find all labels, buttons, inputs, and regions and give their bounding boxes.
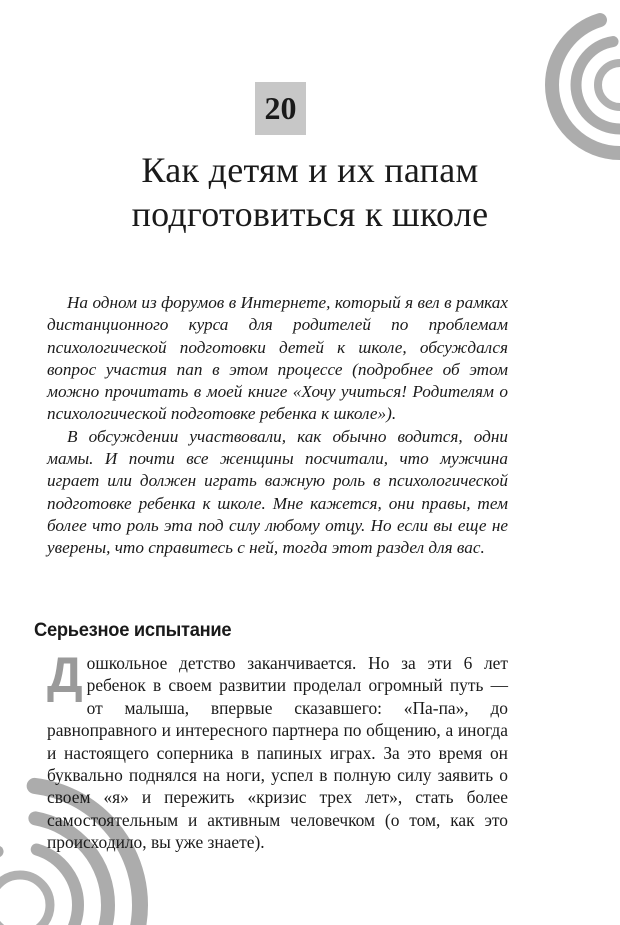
chapter-title-line-1: Как детям и их папам xyxy=(141,150,479,190)
section-heading: Серьезное испытание xyxy=(34,619,232,641)
intro-paragraph: На одном из форумов в Интернете, который я вел в рамках дистанционного курса для родителей по проблемам психологической подготовки детей к школе, обсуждался вопрос участия пап в этом процессе (подробнее об этом можно прочитать в моей книге «Хочу учиться! Родителям о психологической подготовке ребенка к школе»). xyxy=(47,293,508,424)
drop-cap: Д xyxy=(47,647,83,703)
chapter-number: 20 xyxy=(255,82,306,135)
chapter-intro xyxy=(47,292,508,560)
section-body-paragraph xyxy=(47,647,508,854)
chapter-title xyxy=(40,148,580,236)
section-body-text: ошкольное детство заканчивается. Но за эти 6 лет ребенок в своем развитии проделал огромный путь — от малыша, впервые сказавшего: «Па-па», до равноправного и интересного партнера по общению, а иногда и настоящего соперника в папиных играх. За это время он буквально поднялся на ноги, успел в полную силу заявить о своем «я» и пережить «кризис трех лет», стать более самостоятельным и активным человечком (о том, как это происходило, вы уже знаете). xyxy=(47,653,508,853)
chapter-title-line-2: подготовиться к школе xyxy=(131,194,489,234)
intro-paragraph: В обсуждении участвовали, как обычно водится, одни мамы. И почти все женщины посчитали, что мужчина играет или должен играть важную роль в психологической подготовке ребенка к школе. Мне кажется, они правы, тем более что роль эта под силу любому отцу. Но если вы еще не уверены, что справитесь с ней, тогда этот раздел для вас. xyxy=(47,426,508,558)
